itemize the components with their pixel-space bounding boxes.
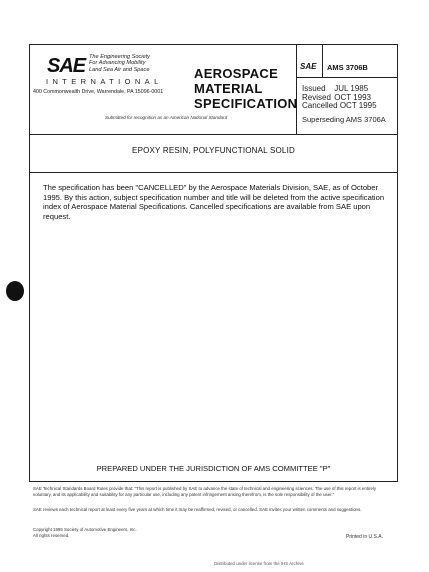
- header-divider: [29, 134, 398, 135]
- punch-hole: [6, 281, 24, 301]
- sae-logo: SAE: [47, 55, 86, 77]
- committee-jurisdiction: PREPARED UNDER THE JURISDICTION OF AMS COMMITTEE "P": [96, 464, 331, 473]
- material-divider: [29, 172, 398, 173]
- international-wordmark: INTERNATIONAL: [46, 77, 163, 86]
- submitted-note: Submitted for recognition as an American National Standard: [105, 115, 228, 120]
- sae-small-logo: SAE: [300, 62, 317, 71]
- sae-tagline: The Engineering Society For Advancing Mobility Land Sea Air and Space: [89, 54, 150, 73]
- cancellation-notice: The specification has been "CANCELLED" by the Aerospace Materials Division, SAE, as of October 1995. By this action, subject specification number and title will be deleted from the active specification index of Aerospace Material Specifications. Cancelled specifications are available from SAE upon request.: [43, 183, 385, 221]
- title-line-3: SPECIFICATION: [194, 96, 298, 111]
- footer-rules: SAE Technical Standards Board Rules provide that: "This report is published by SAE to advance the state of technical and engineering sciences. The use of this report is entirely voluntary, and its applicability and suitability for any particular use, including any patent infringement arising therefrom, is the sole responsibility of the user.": [33, 486, 377, 497]
- material-title: EPOXY RESIN, POLYFUNCTIONAL SOLID: [132, 146, 295, 155]
- header-right-divider: [296, 44, 297, 134]
- title-line-1: AEROSPACE: [194, 66, 279, 81]
- superseding-note: Superseding AMS 3706A: [302, 115, 386, 124]
- title-line-2: MATERIAL: [194, 81, 263, 96]
- ams-number: AMS 3706B: [327, 63, 368, 72]
- sae-address: 400 Commonwealth Drive, Warrendale, PA 15096-0001: [33, 89, 164, 95]
- status-issued: Issued JUL 1985: [302, 84, 369, 93]
- status-revised: Revised OCT 1993: [302, 93, 371, 102]
- footer-review: SAE reviews each technical report at least every five years at which time it may be reaffirmed, revised, or cancelled. SAE invites your written comments and suggestions.: [33, 507, 362, 512]
- sae-cell-divider: [322, 44, 323, 77]
- printed-in: Printed in U.S.A.: [346, 534, 383, 540]
- ams-number-divider: [296, 77, 398, 78]
- distribution-note: Distributed under license from the IHS Archive: [214, 561, 304, 566]
- footer-copyright: Copyright 1995 Society of Automotive Engineers, Inc. All rights reserved.: [33, 527, 137, 538]
- status-cancelled: Cancelled OCT 1995: [302, 101, 377, 110]
